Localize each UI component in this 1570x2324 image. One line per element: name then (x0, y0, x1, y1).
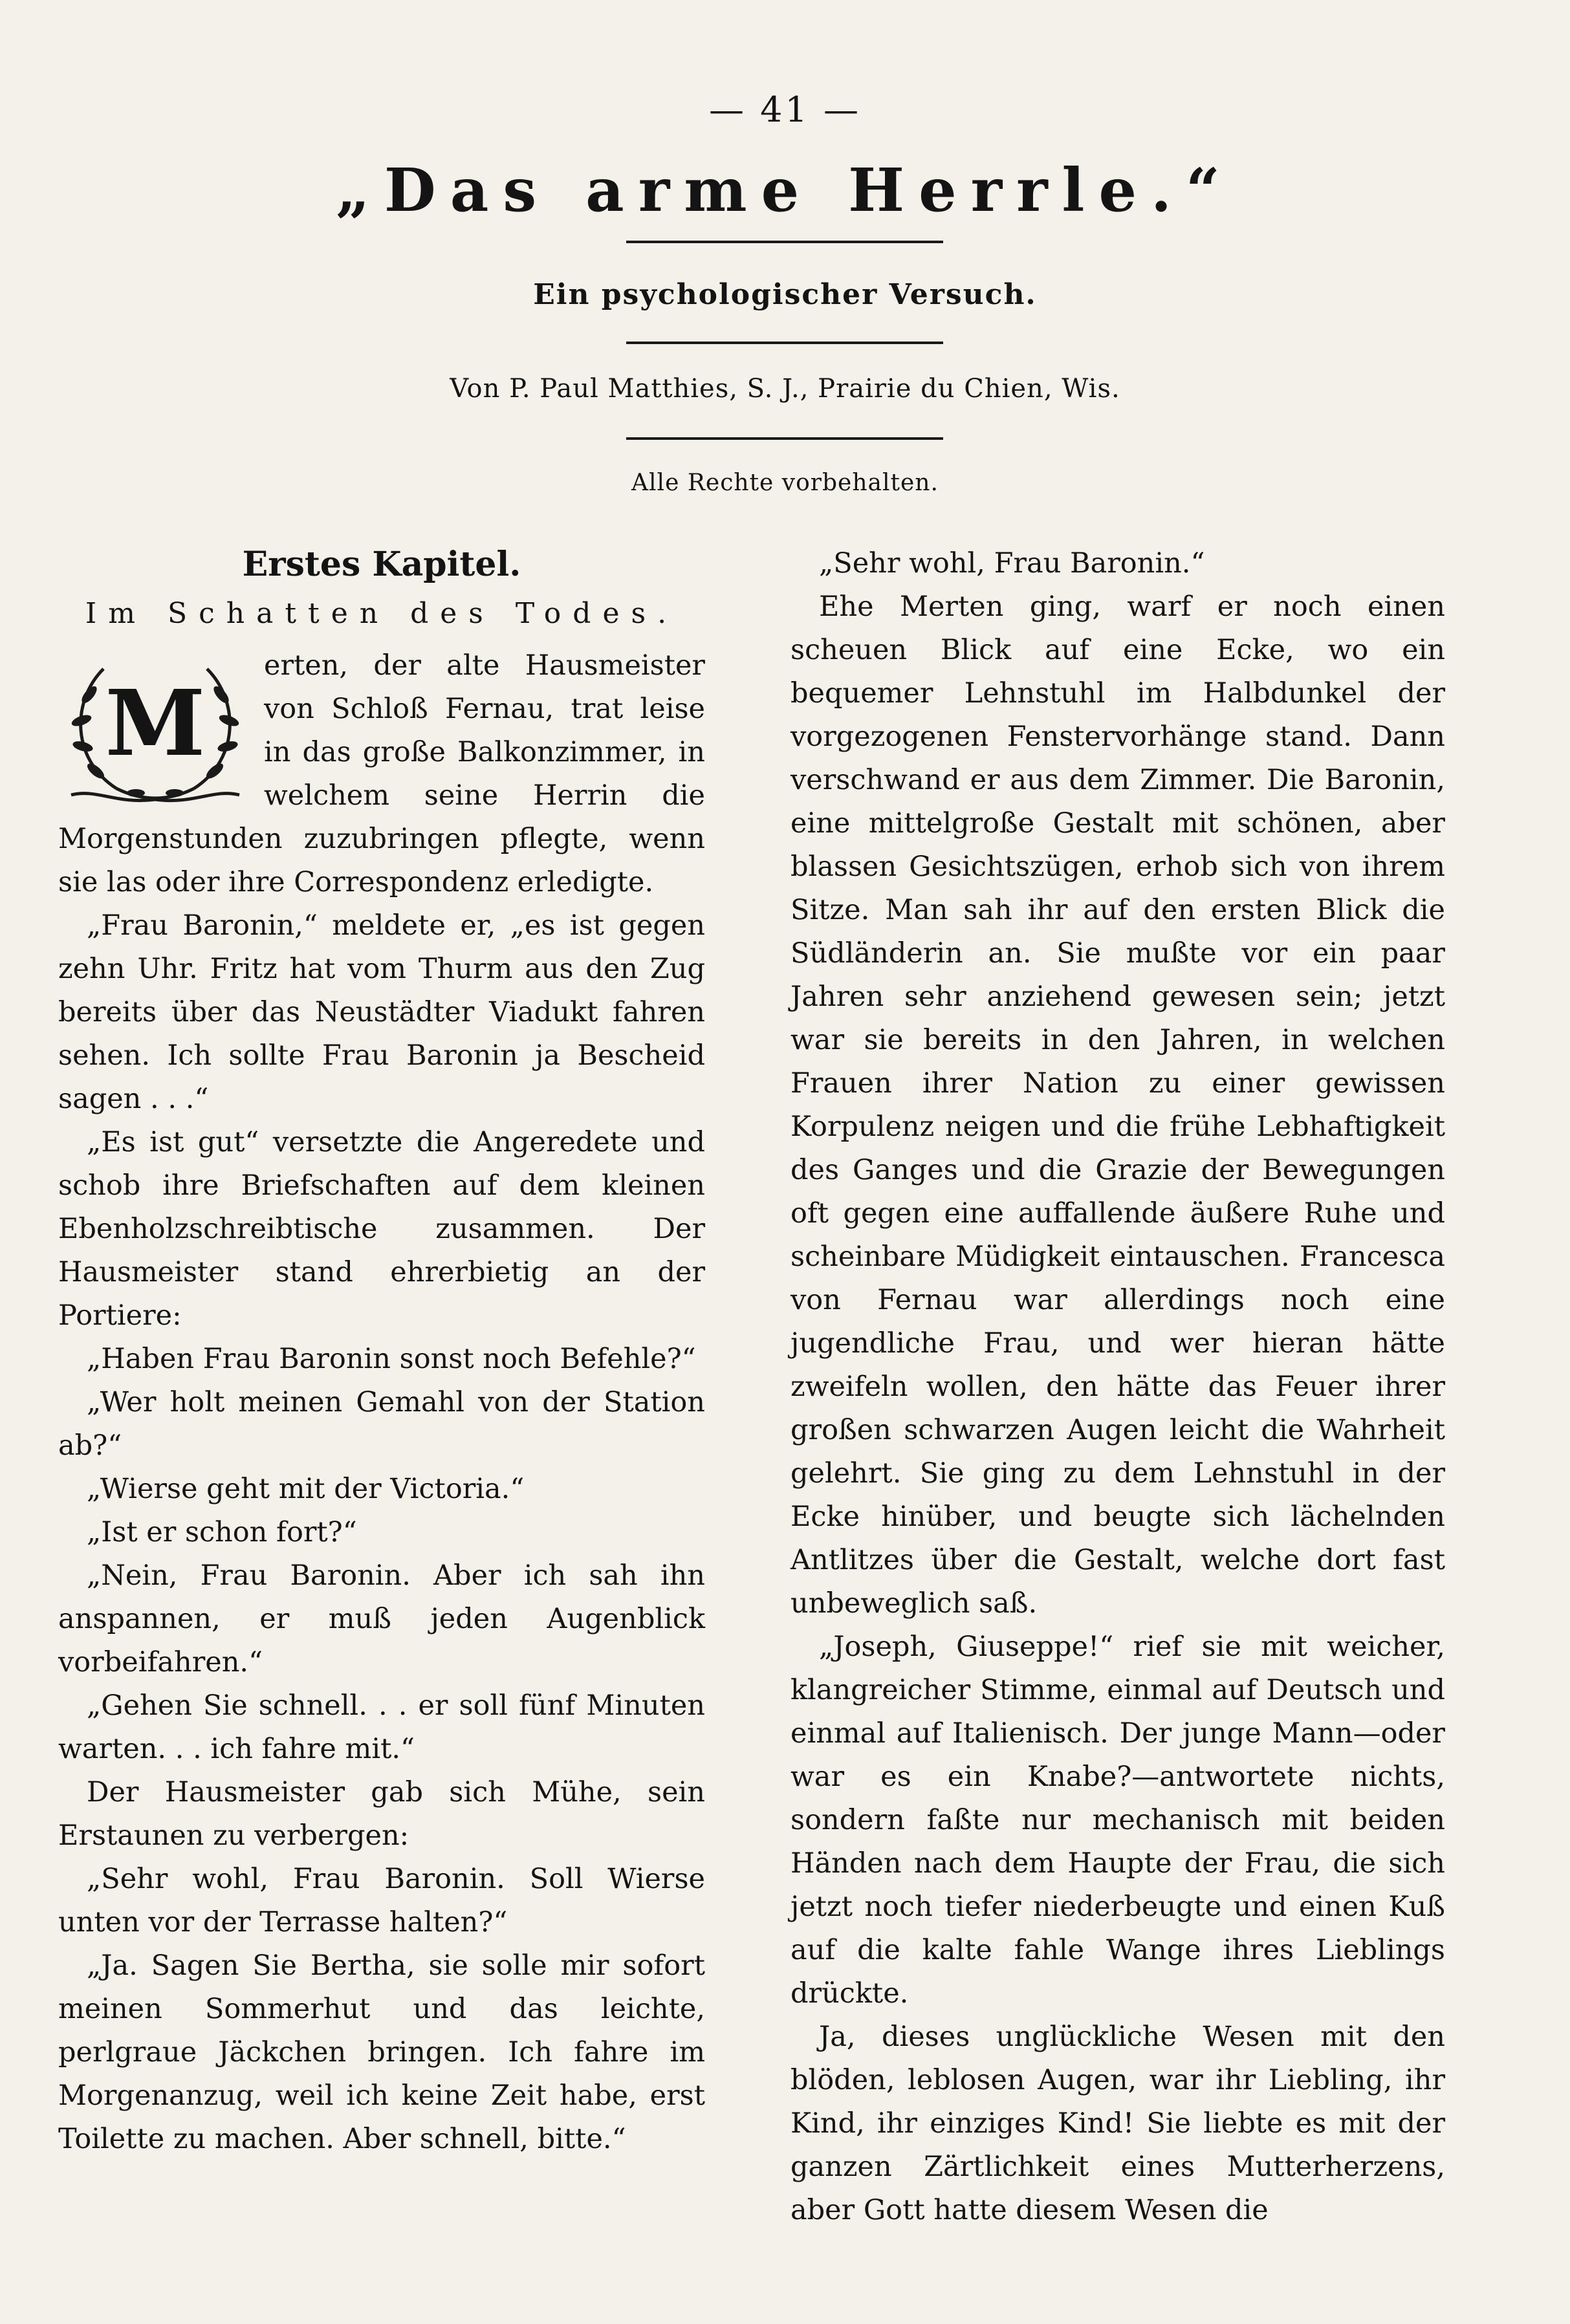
decorative-initial (58, 649, 252, 811)
paragraph: „Haben Frau Baronin sonst noch Befehle?“ (87, 1343, 696, 1375)
paragraph: Der Hausmeister gab sich Mühe, sein Erstaunen zu verbergen: (58, 1776, 705, 1852)
article-subtitle: Ein psychologischer Versuch. (533, 278, 1037, 311)
paragraph: „Sehr wohl, Frau Baronin.“ (819, 547, 1205, 580)
paragraph: „Wer holt meinen Gemahl von der Station ab?“ (58, 1386, 705, 1462)
paragraph: „Es ist gut“ versetzte die Angeredete und schob ihre Briefschaften auf dem kleinen Ebenholzschreibtische zusammen. Der Hausmeister stand ehrerbietig an der Portiere: (58, 1126, 705, 1332)
paragraph: „Sehr wohl, Frau Baronin. Soll Wierse unten vor der Terrasse halten?“ (58, 1863, 705, 1938)
paragraph: „Wierse geht mit der Victoria.“ (87, 1473, 525, 1505)
paragraph: „Nein, Frau Baronin. Aber ich sah ihn anspannen, er muß jeden Augenblick vorbeifahren.“ (58, 1559, 705, 1678)
article-title: „Das arme Herrle.“ (336, 155, 1234, 225)
paragraph: erten, der alte Hausmeister von Schloß Fernau, trat leise in das große Balkonzimmer, in welchem seine Herrin die Morgenstunden zuzubringen pflegte, wenn sie las oder ihre Correspondenz erledigte. (58, 649, 705, 898)
paragraph: „Frau Baronin,“ meldete er, „es ist gegen zehn Uhr. Fritz hat vom Thurm aus den Zug bereits über das Neustädter Viadukt fahren sehen. Ich sollte Frau Baronin ja Bescheid sagen . . .“ (58, 909, 705, 1115)
left-column (58, 542, 705, 2161)
paragraph: „Gehen Sie schnell. . . er soll fünf Minuten warten. . . ich fahre mit.“ (58, 1689, 705, 1765)
author-byline: Von P. Paul Matthies, S. J., Prairie du Chien, Wis. (450, 374, 1120, 404)
paragraph: „Joseph, Giuseppe!“ rief sie mit weicher, klangreicher Stimme, einmal auf Deutsch und einmal auf Italienisch. Der junge Mann—oder war es ein Knabe?—antwortete nichts, sondern faßte nur mechanisch mit beiden Händen nach dem Haupte der Frau, die sich jetzt noch tiefer niederbeugte und einen Kuß auf die kalte fahle Wange ihres Lieblings drückte. (790, 1631, 1445, 2010)
page-number: — 41 — (708, 89, 862, 130)
title-rule (626, 241, 943, 243)
paragraph: Ja, dieses unglückliche Wesen mit den blöden, leblosen Augen, war ihr Liebling, ihr Kind, ihr einziges Kind! Sie liebte es mit der ganzen Zärtlichkeit eines Mutterherzens, aber Gott hatte diesem Wesen die (790, 2021, 1445, 2226)
byline-rule (626, 437, 943, 440)
chapter-heading: Erstes Kapitel. (242, 545, 521, 584)
paragraph: Ehe Merten ging, warf er noch einen scheuen Blick auf eine Ecke, wo ein bequemer Lehnstuhl im Halbdunkel der vorgezogenen Fenstervorhänge stand. Dann verschwand er aus dem Zimmer. Die Baronin, eine mittelgroße Gestalt mit schönen, aber blassen Gesichtszügen, erhob sich von ihrem Sitze. Man sah ihr auf den ersten Blick die Südländerin an. Sie mußte vor ein paar Jahren sehr anziehend gewesen sein; jetzt war sie bereits in den Jahren, in welchen Frauen ihrer Nation zu einer gewissen Korpulenz neigen und die frühe Lebhaftigkeit des Ganges und die Grazie der Bewegungen oft gegen eine auffallende äußere Ruhe und scheinbare Müdigkeit eintauschen. Francesca von Fernau war allerdings noch eine jugendliche Frau, und wer hieran hätte zweifeln wollen, den hätte das Feuer ihrer großen schwarzen Augen leicht die Wahrheit gelehrt. Sie ging zu dem Lehnstuhl in der Ecke hinüber, und beugte sich lächelnden Antlitzes über die Gestalt, welche dort fast unbeweglich saß. (790, 591, 1445, 1620)
rights-notice: Alle Rechte vorbehalten. (631, 470, 939, 496)
right-column (790, 542, 1445, 2232)
paragraph: „Ist er schon fort?“ (87, 1516, 357, 1548)
subtitle-rule (626, 342, 943, 344)
chapter-subheading: Im Schatten des Todes. (85, 597, 679, 630)
paragraph: „Ja. Sagen Sie Bertha, sie solle mir sofort meinen Sommerhut und das leichte, perlgraue Jäckchen bringen. Ich fahre im Morgenanzug, weil ich keine Zeit habe, erst Toilette zu machen. Aber schnell, bitte.“ (58, 1949, 705, 2155)
dropcap-letter: M (105, 671, 206, 777)
